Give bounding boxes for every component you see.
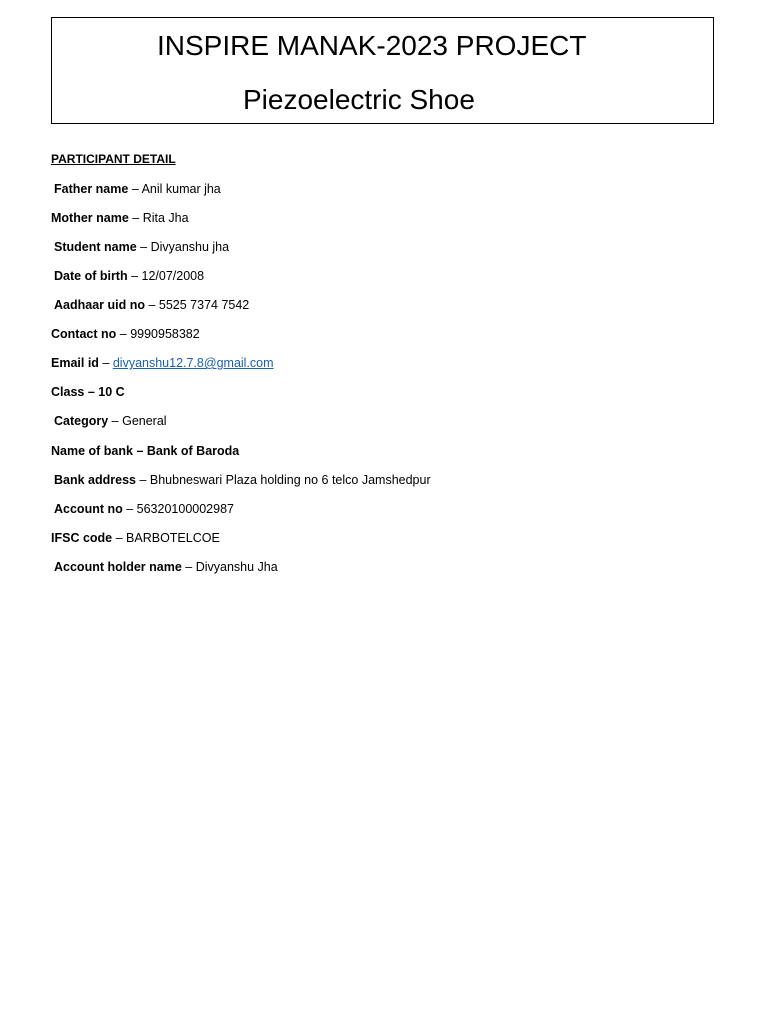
field-separator: – <box>112 531 127 545</box>
field-label: Contact no <box>51 327 117 341</box>
field-value: Divyanshu Jha <box>195 560 278 574</box>
field-aadhaar <box>54 297 249 313</box>
field-separator: – <box>108 414 123 428</box>
field-value: 12/07/2008 <box>141 269 205 283</box>
field-separator: – <box>116 327 131 341</box>
field-separator: – <box>135 473 150 487</box>
field-separator: – <box>127 269 142 283</box>
field-label: Student name <box>54 240 137 254</box>
field-separator: – <box>98 356 113 370</box>
field-value: Divyanshu jha <box>150 240 230 254</box>
field-value: 5525 7374 7542 <box>158 298 250 312</box>
field-value: 10 C <box>98 385 125 399</box>
field-account-holder <box>54 559 278 575</box>
field-bank-address <box>54 472 431 488</box>
field-label: Class <box>51 385 85 399</box>
field-email <box>51 355 274 371</box>
field-separator: – <box>136 240 151 254</box>
document-title: INSPIRE MANAK-2023 PROJECT <box>157 30 587 61</box>
field-ifsc <box>51 530 220 546</box>
field-date-of-birth <box>54 268 204 284</box>
title-box <box>51 17 714 124</box>
field-label: Account no <box>54 502 123 516</box>
field-label: Date of birth <box>54 269 128 283</box>
field-value: 56320100002987 <box>136 502 234 516</box>
field-value: Bank of Baroda <box>146 444 240 458</box>
field-value: Bhubneswari Plaza holding no 6 telco Jamshedpur <box>149 473 431 487</box>
project-name: Piezoelectric Shoe <box>243 84 475 115</box>
field-label: Name of bank <box>51 444 133 458</box>
field-value: Rita Jha <box>142 211 189 225</box>
email-link[interactable]: divyanshu12.7.8@gmail.com <box>112 356 274 370</box>
field-category <box>54 413 167 429</box>
field-account-no <box>54 501 234 517</box>
field-separator: – <box>84 385 99 399</box>
field-separator: – <box>144 298 159 312</box>
field-student-name <box>54 239 229 255</box>
field-value: BARBOTELCOE <box>126 531 220 545</box>
field-label: Father name <box>54 182 129 196</box>
field-separator: – <box>128 182 142 196</box>
field-value: 9990958382 <box>130 327 200 341</box>
field-value: General <box>122 414 167 428</box>
field-separator: – <box>128 211 143 225</box>
field-bank-name <box>51 443 239 459</box>
field-separator: – <box>132 444 147 458</box>
field-contact <box>51 326 200 342</box>
field-label: IFSC code <box>51 531 113 545</box>
field-label: Category <box>54 414 109 428</box>
field-separator: – <box>181 560 196 574</box>
field-separator: – <box>122 502 137 516</box>
field-label: Account holder name <box>54 560 182 574</box>
field-class <box>51 384 125 400</box>
field-label: Aadhaar uid no <box>54 298 145 312</box>
field-label: Bank address <box>54 473 136 487</box>
field-mother-name <box>51 210 189 226</box>
field-father-name <box>54 181 221 197</box>
section-heading: PARTICIPANT DETAIL <box>51 152 176 166</box>
field-label: Mother name <box>51 211 129 225</box>
field-label: Email id <box>51 356 99 370</box>
field-value: Anil kumar jha <box>141 182 221 196</box>
